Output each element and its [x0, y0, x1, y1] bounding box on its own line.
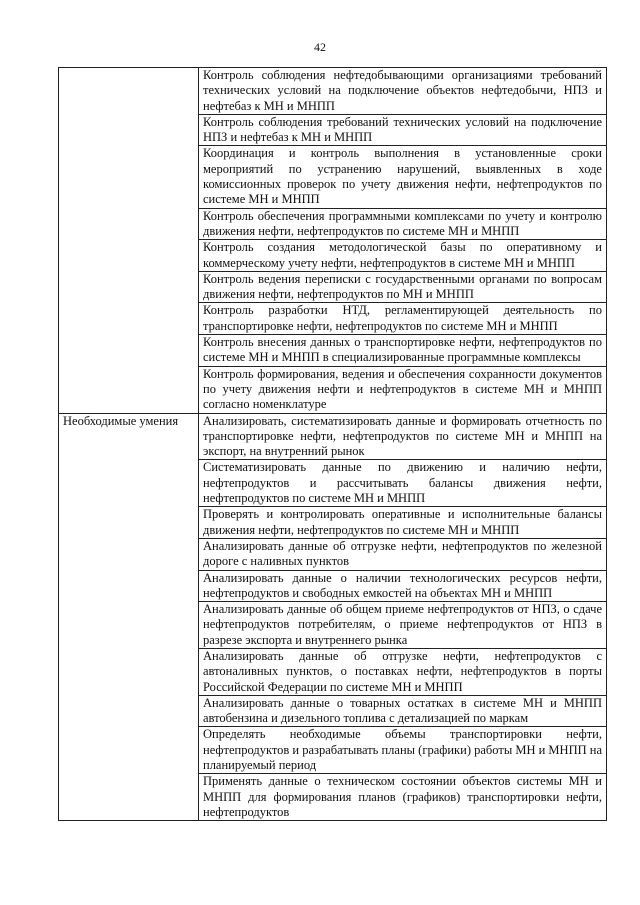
- requirement-item: Контроль обеспечения программными комплексами по учету и контролю движения нефти, нефтепродуктов по системе МН и МНПП: [199, 208, 607, 240]
- requirement-item: Координация и контроль выполнения в установленные сроки мероприятий по устранению нарушений, выявленных в ходе комиссионных проверок по учету движения нефти, нефтепродуктов по системе МН и МНПП: [199, 146, 607, 208]
- requirement-item: Определять необходимые объемы транспортировки нефти, нефтепродуктов и разрабатывать планы (графики) работы МН и МНПП на планируемый период: [199, 727, 607, 774]
- requirement-item: Анализировать данные о товарных остатках в системе МН и МНПП автобензина и дизельного топлива с детализацией по маркам: [199, 695, 607, 727]
- table-row: [59, 68, 607, 115]
- requirement-item: Анализировать данные об общем приеме нефтепродуктов от НПЗ, о сдаче нефтепродуктов потребителям, о приеме нефтепродуктов от НПЗ в разрезе экспорта и внутреннего рынка: [199, 602, 607, 649]
- requirement-item: Контроль внесения данных о транспортировке нефти, нефтепродуктов по системе МН и МНПП в специализированные программные комплексы: [199, 335, 607, 367]
- requirement-item: Контроль соблюдения нефтедобывающими организациями требований технических условий на подключение объектов нефтедобычи, НПЗ и нефтебаз к МН и МНПП: [199, 68, 607, 115]
- requirement-item: Проверять и контролировать оперативные и исполнительные балансы движения нефти, нефтепродуктов по системе МН и МНПП: [199, 507, 607, 539]
- requirement-item: Контроль разработки НТД, регламентирующей деятельность по транспортировке нефти, нефтепродуктов по системе МН и МНПП: [199, 303, 607, 335]
- table-row: [59, 413, 607, 460]
- requirement-item: Контроль ведения переписки с государственными органами по вопросам движения нефти, нефтепродуктов по МН и МНПП: [199, 271, 607, 303]
- requirement-item: Анализировать, систематизировать данные и формировать отчетность по транспортировке нефти, нефтепродуктов по системе МН и МНПП на экспорт, на внутренний рынок: [199, 413, 607, 460]
- requirements-table: [58, 67, 607, 821]
- requirement-item: Систематизировать данные по движению и наличию нефти, нефтепродуктов и рассчитывать балансы движения нефти, нефтепродуктов по системе МН и МНПП: [199, 460, 607, 507]
- requirement-item: Применять данные о техническом состоянии объектов системы МН и МНПП для формирования планов (графиков) транспортировки нефти, нефтепродуктов: [199, 774, 607, 821]
- section-label: [59, 68, 199, 414]
- requirement-item: Контроль создания методологической базы по оперативному и коммерческому учету нефти, нефтепродуктов в системе МН и МНПП: [199, 240, 607, 272]
- table-body: [59, 68, 607, 821]
- requirement-item: Анализировать данные о наличии технологических ресурсов нефти, нефтепродуктов и свободных емкостей на объектах МН и МНПП: [199, 570, 607, 602]
- requirement-item: Контроль формирования, ведения и обеспечения сохранности документов по учету движения нефти и нефтепродуктов в системе МН и МНПП согласно номенклатуре: [199, 366, 607, 413]
- requirement-item: Контроль соблюдения требований технических условий на подключение НПЗ и нефтебаз к МН и МНПП: [199, 114, 607, 146]
- requirement-item: Анализировать данные об отгрузке нефти, нефтепродуктов с автоналивных пунктов, о поставках нефти, нефтепродуктов в порты Российской Федерации по системе МН и МНПП: [199, 648, 607, 695]
- requirement-item: Анализировать данные об отгрузке нефти, нефтепродуктов по железной дороге с наливных пунктов: [199, 538, 607, 570]
- page-number: 42: [314, 40, 326, 54]
- section-label: Необходимые умения: [59, 413, 199, 821]
